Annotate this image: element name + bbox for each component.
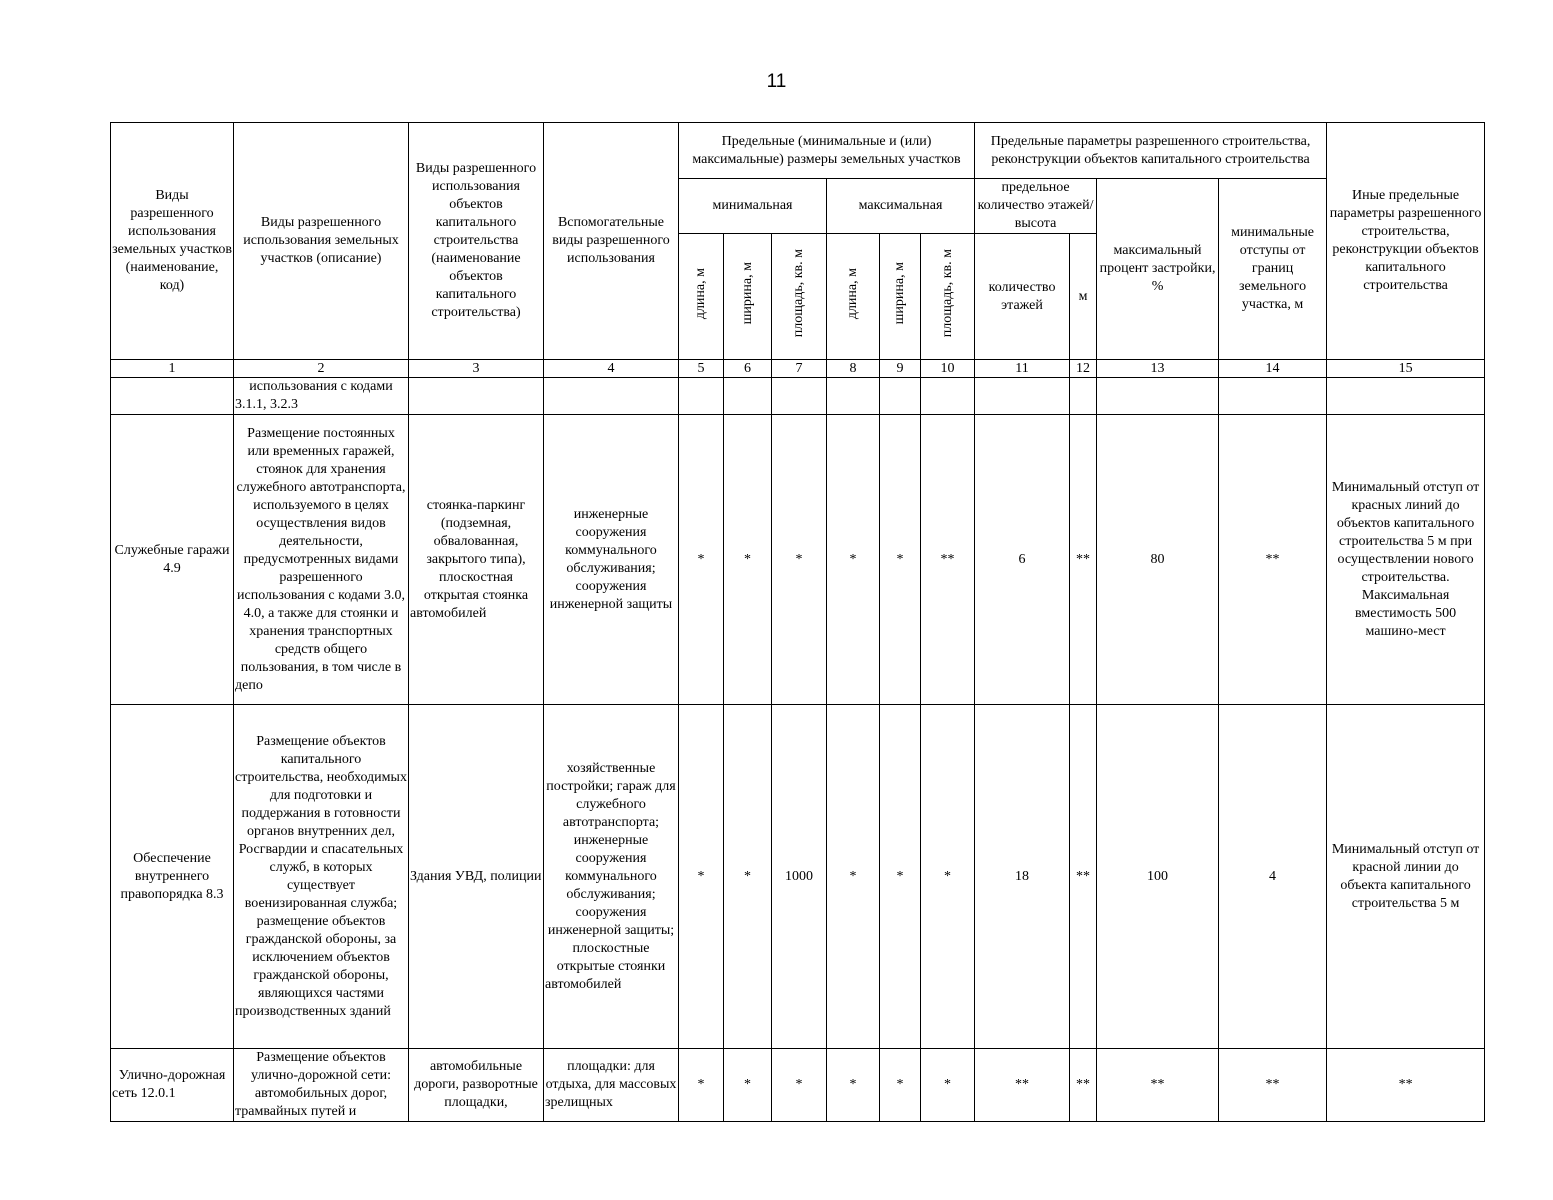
header-maximum: максимальная [827, 179, 975, 234]
cell-land-use-description: Размещение объектов капитального строительства, необходимых для подготовки и поддержания в готовности органов внутренних дел, Росгвардии и спасательных служб, в которых существует военизированная служба; размещение объектов гражданской обороны, за исключением объектов гражданской обороны, являющихся частями производственных зданий [234, 705, 409, 1049]
cell-max-length: * [827, 415, 880, 705]
cell-min-width [724, 378, 772, 415]
column-number: 13 [1097, 360, 1219, 378]
header-floors-count: количество этажей [975, 234, 1070, 360]
column-number: 6 [724, 360, 772, 378]
cell-max-area: ** [921, 415, 975, 705]
cell-max-width: * [880, 1049, 921, 1122]
table-row [111, 705, 1485, 1049]
header-land-plot-size-group: Предельные (минимальные и (или) максимальные) размеры земельных участков [679, 123, 975, 179]
cell-min-width: * [724, 1049, 772, 1122]
cell-min-length: * [679, 705, 724, 1049]
column-number: 15 [1327, 360, 1485, 378]
page-number: 11 [766, 71, 787, 92]
column-number: 2 [234, 360, 409, 378]
cell-land-use-code: Улично-дорожная сеть 12.0.1 [111, 1049, 234, 1122]
land-use-regulations-table [110, 122, 1485, 1122]
column-number: 8 [827, 360, 880, 378]
header-minimum: минимальная [679, 179, 827, 234]
header-min-area: площадь, кв. м [772, 234, 827, 360]
column-number: 11 [975, 360, 1070, 378]
cell-min-width: * [724, 415, 772, 705]
header-land-use-code: Виды разрешенного использования земельных участков (наименование, код) [111, 123, 234, 360]
cell-building-use: стоянка-паркинг (подземная, обвалованная, закрытого типа), плоскостная открытая стоянка автомобилей [409, 415, 544, 705]
cell-max-percent: ** [1097, 1049, 1219, 1122]
table-row [111, 378, 1485, 415]
header-building-use: Виды разрешенного использования объектов капитального строительства (наименование объектов капитального строительства) [409, 123, 544, 360]
cell-height-m [1070, 378, 1097, 415]
cell-max-length: * [827, 705, 880, 1049]
header-min-setbacks: минимальные отступы от границ земельного участка, м [1219, 179, 1327, 360]
cell-height-m: ** [1070, 1049, 1097, 1122]
header-max-length: длина, м [827, 234, 880, 360]
column-number: 9 [880, 360, 921, 378]
cell-floors-count [975, 378, 1070, 415]
cell-min-length [679, 378, 724, 415]
cell-min-area: 1000 [772, 705, 827, 1049]
cell-auxiliary-use: хозяйственные постройки; гараж для служебного автотранспорта; инженерные сооружения коммунального обслуживания; сооружения инженерной защиты; плоскостные открытые стоянки автомобилей [544, 705, 679, 1049]
cell-max-area: * [921, 1049, 975, 1122]
column-number: 3 [409, 360, 544, 378]
cell-building-use: автомобильные дороги, разворотные площадки, [409, 1049, 544, 1122]
cell-land-use-description: Размещение постоянных или временных гаражей, стоянок для хранения служебного автотранспорта, используемого в целях осуществления видов деятельности, предусмотренных видами разрешенного использования с кодами 3.0, 4.0, а также для стоянки и хранения транспортных средств общего пользования, в том числе в депо [234, 415, 409, 705]
cell-min-length: * [679, 1049, 724, 1122]
cell-max-length [827, 378, 880, 415]
cell-min-area: * [772, 1049, 827, 1122]
cell-min-setbacks: ** [1219, 1049, 1327, 1122]
cell-max-width: * [880, 705, 921, 1049]
cell-building-use: Здания УВД, полиции [409, 705, 544, 1049]
cell-height-m: ** [1070, 705, 1097, 1049]
column-number: 10 [921, 360, 975, 378]
cell-floors-count: ** [975, 1049, 1070, 1122]
header-max-area: площадь, кв. м [921, 234, 975, 360]
header-auxiliary-use: Вспомогательные виды разрешенного использования [544, 123, 679, 360]
cell-max-length: * [827, 1049, 880, 1122]
cell-height-m: ** [1070, 415, 1097, 705]
header-max-percent: максимальный процент застройки, % [1097, 179, 1219, 360]
header-height-m: м [1070, 234, 1097, 360]
cell-auxiliary-use: площадки: для отдыха, для массовых зрелищных [544, 1049, 679, 1122]
cell-max-percent: 100 [1097, 705, 1219, 1049]
cell-max-area [921, 378, 975, 415]
table-row [111, 1049, 1485, 1122]
column-number: 1 [111, 360, 234, 378]
cell-land-use-description: использования с кодами 3.1.1, 3.2.3 [234, 378, 409, 415]
cell-land-use-code [111, 378, 234, 415]
cell-min-area [772, 378, 827, 415]
cell-floors-count: 18 [975, 705, 1070, 1049]
cell-auxiliary-use [544, 378, 679, 415]
column-number: 5 [679, 360, 724, 378]
cell-land-use-code: Служебные гаражи 4.9 [111, 415, 234, 705]
column-number: 14 [1219, 360, 1327, 378]
cell-min-length: * [679, 415, 724, 705]
header-min-width: ширина, м [724, 234, 772, 360]
column-number: 7 [772, 360, 827, 378]
cell-building-use [409, 378, 544, 415]
column-number: 12 [1070, 360, 1097, 378]
header-floors-height: предельное количество этажей/высота [975, 179, 1097, 234]
column-number: 4 [544, 360, 679, 378]
cell-max-width [880, 378, 921, 415]
header-other-params: Иные предельные параметры разрешенного строительства, реконструкции объектов капитального строительства [1327, 123, 1485, 360]
cell-max-percent [1097, 378, 1219, 415]
cell-min-setbacks: 4 [1219, 705, 1327, 1049]
cell-land-use-description: Размещение объектов улично-дорожной сети: автомобильных дорог, трамвайных путей и [234, 1049, 409, 1122]
cell-max-width: * [880, 415, 921, 705]
table-row [111, 415, 1485, 705]
cell-floors-count: 6 [975, 415, 1070, 705]
header-max-width: ширина, м [880, 234, 921, 360]
header-construction-params-group: Предельные параметры разрешенного строительства, реконструкции объектов капитального строительства [975, 123, 1327, 179]
cell-auxiliary-use: инженерные сооружения коммунального обслуживания; сооружения инженерной защиты [544, 415, 679, 705]
header-land-use-description: Виды разрешенного использования земельных участков (описание) [234, 123, 409, 360]
cell-max-percent: 80 [1097, 415, 1219, 705]
cell-other-params [1327, 378, 1485, 415]
cell-min-area: * [772, 415, 827, 705]
cell-other-params: Минимальный отступ от красной линии до объекта капитального строительства 5 м [1327, 705, 1485, 1049]
cell-min-setbacks [1219, 378, 1327, 415]
cell-other-params: ** [1327, 1049, 1485, 1122]
cell-other-params: Минимальный отступ от красных линий до объектов капитального строительства 5 м при осуществлении нового строительства. Максимальная вместимость 500 машино-мест [1327, 415, 1485, 705]
cell-min-setbacks: ** [1219, 415, 1327, 705]
header-min-length: длина, м [679, 234, 724, 360]
cell-min-width: * [724, 705, 772, 1049]
cell-max-area: * [921, 705, 975, 1049]
cell-land-use-code: Обеспечение внутреннего правопорядка 8.3 [111, 705, 234, 1049]
